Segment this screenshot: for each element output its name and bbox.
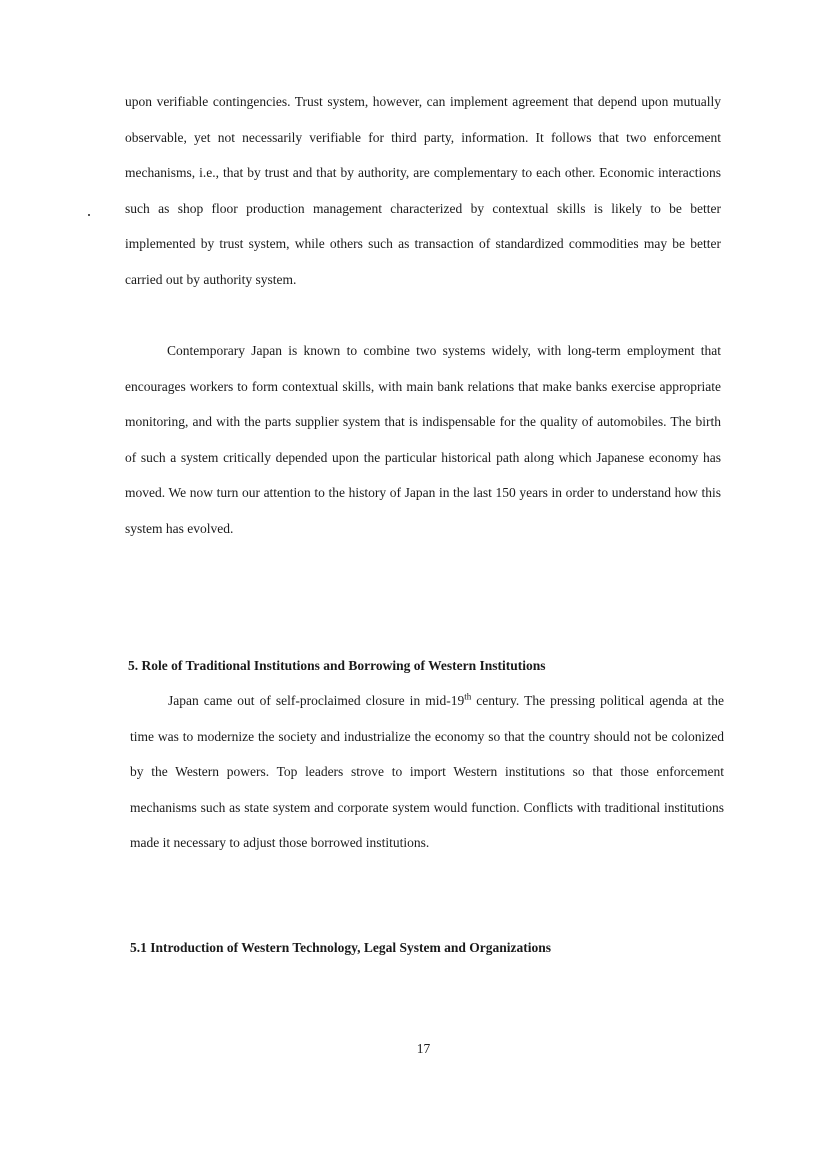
paragraph-text-part: century. The pressing political agenda at the time was to modernize the society and industrialize the economy so that the country should not be colonized by the Western powers. Top leaders strove to import Western institutions so that those enforcement mechanisms such as state system and corporate system would function. Conflicts with traditional institutions made it necessary to adjust those borrowed institutions. [130,693,724,850]
paragraph-contemporary-japan: Contemporary Japan is known to combine two systems widely, with long-term employment that encourages workers to form contextual skills, with main bank relations that make banks exercise appropriate monitoring, and with the parts supplier system that is indispensable for the quality of automobiles. The birth of such a system critically depended upon the particular historical path along which Japanese economy has moved. We now turn our attention to the history of Japan in the last 150 years in order to understand how this system has evolved. [125,343,721,536]
ordinal-superscript: th [464,691,472,702]
section-heading-5: 5. Role of Traditional Institutions and Borrowing of Western Institutions [128,658,546,673]
scan-speck [88,214,90,216]
page-number: 17 [416,1041,431,1056]
section-heading-5-1: 5.1 Introduction of Western Technology, Legal System and Organizations [130,940,552,955]
paragraph-text-part: Japan came out of self-proclaimed closure in mid-19 [168,693,465,708]
paragraph-trust-authority: upon verifiable contingencies. Trust system, however, can implement agreement that depend upon mutually observable, yet not necessarily verifiable for third party, information. It follows that two enforcement mechanisms, i.e., that by trust and that by authority, are complementary to each other. Economic interactions such as shop floor production management characterized by contextual skills is likely to be better implemented by trust system, while others such as transaction of standardized commodities may be better carried out by authority system. [125,94,721,287]
paragraph-japan-closure [130,683,724,861]
